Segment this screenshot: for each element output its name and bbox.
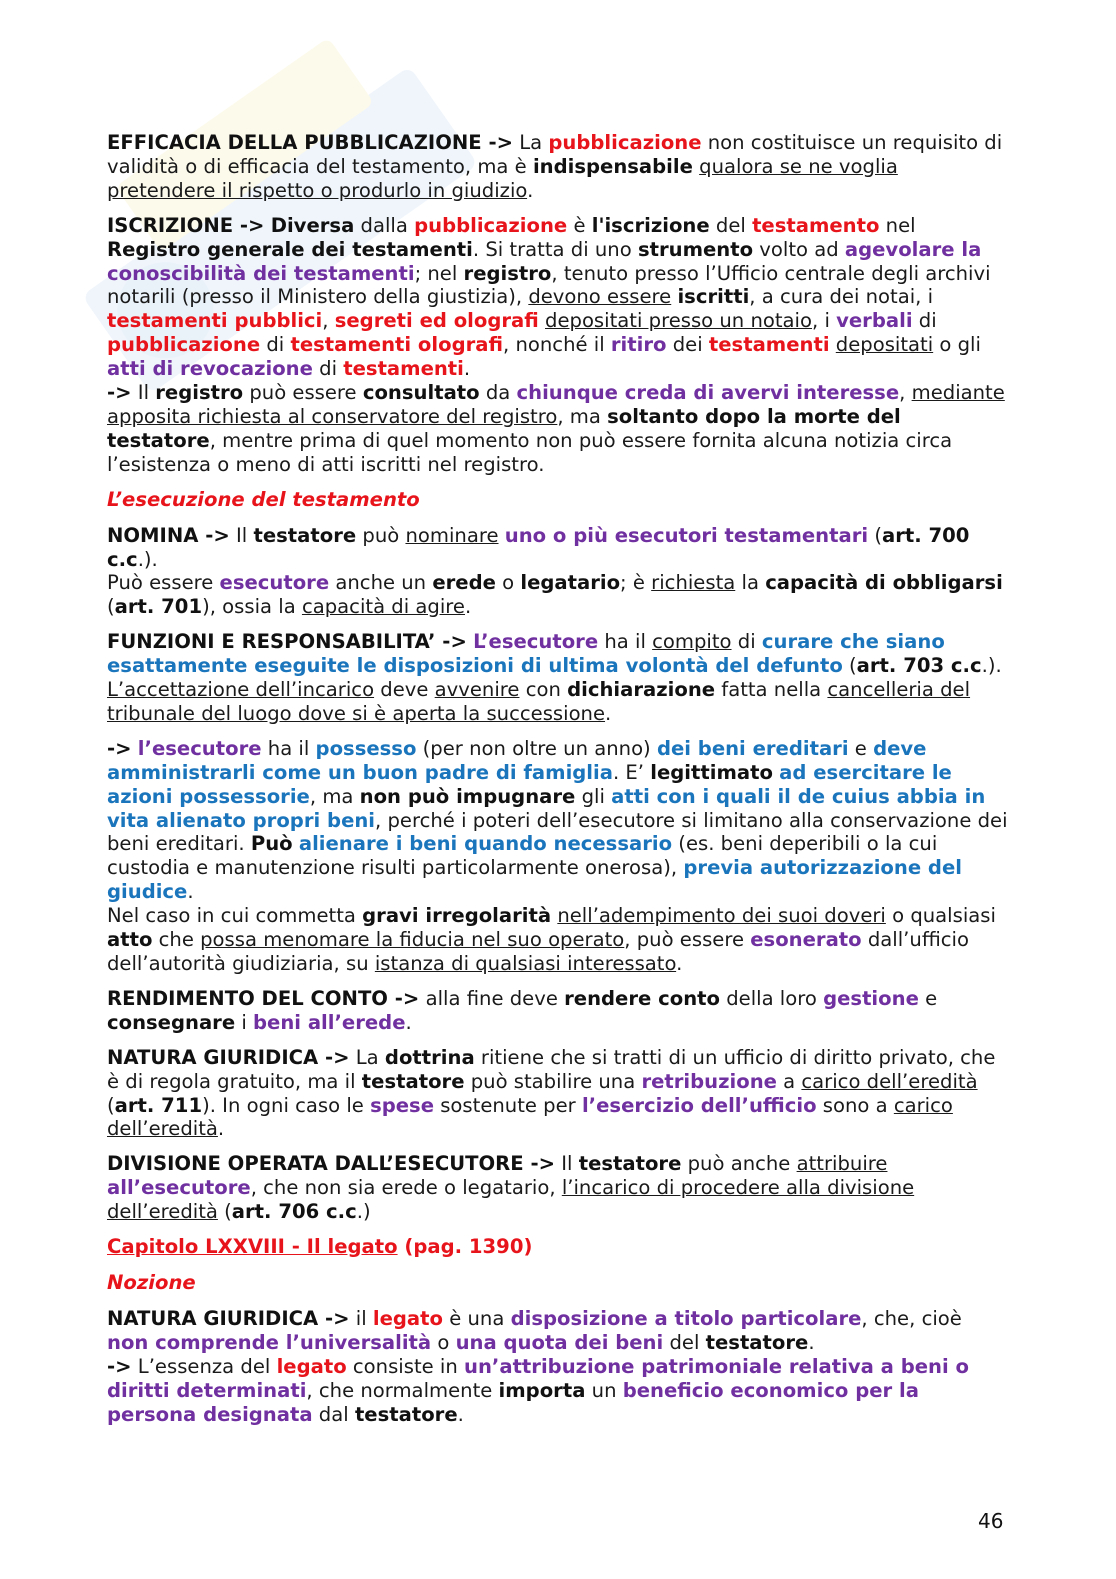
section-title-funzioni: FUNZIONI E RESPONSABILITA’ -> — [107, 630, 467, 654]
page-number: 46 — [978, 1509, 1004, 1533]
paragraph-rendimento: RENDIMENTO DEL CONTO -> alla fine deve rendere conto della loro gestione e consegnare i beni all’erede. — [107, 986, 938, 1034]
paragraph-efficacia: EFFICACIA DELLA PUBBLICAZIONE -> La pubblicazione non costituisce un requisito di validità o di efficacia del testamento, ma è indispensabile qualora se ne voglia pretendere il rispetto o produrlo in giudizio. — [107, 131, 1003, 202]
section-title-nomina: NOMINA -> — [107, 523, 230, 547]
heading-esecuzione: L’esecuzione del testamento — [107, 487, 420, 511]
heading-nozione: Nozione — [107, 1270, 196, 1294]
paragraph-natura-legato: NATURA GIURIDICA -> il legato è una disposizione a titolo particolare, che, cioè non comprende l’universalità o una quota dei beni del testatore. -> L’essenza del legato consiste in un’attribuzione patrimoniale relativa a beni o diritti determinati, che normalmente importa un beneficio economico per la persona designata dal testatore. — [107, 1306, 969, 1426]
paragraph-divisione: DIVISIONE OPERATA DALL’ESECUTORE -> Il testatore può anche attribuire all’esecutore, che non sia erede o legatario, l’incarico di procedere alla divisione dell’eredità (art. 706 c.c.) — [107, 1152, 915, 1224]
chapter-page-ref: (pag. 1390) — [404, 1235, 533, 1259]
paragraph-possesso: -> l’esecutore ha il possesso (per non oltre un anno) dei beni ereditari e deve amministrarli come un buon padre di famiglia. E’ legittimato ad esercitare le azioni possessorie, ma non può impugnare gli atti con i quali il de cuius abbia in vita alienato propri beni, perché i poteri dell’esecutore si limitano alla conservazione dei beni ereditari. Può alienare i beni quando necessario (es. beni deperibili o la cui custodia e manutenzione risulti particolarmente onerosa), previa autorizzazione del giudice. Nel caso in cui commetta gravi irregolarità nell’adempimento dei suoi doveri o qualsiasi atto che possa menomare la fiducia nel suo operato, può essere esonerato dall’ufficio dell’autorità giudiziaria, su istanza di qualsiasi interessato. — [107, 736, 1008, 975]
section-title-efficacia: EFFICACIA DELLA PUBBLICAZIONE -> — [107, 131, 514, 154]
section-title-iscrizione: ISCRIZIONE -> — [107, 213, 265, 237]
paragraph-iscrizione: ISCRIZIONE -> Diversa dalla pubblicazione è l'iscrizione del testamento nel Registro generale dei testamenti. Si tratta di uno strumento volto ad agevolare la conoscibilità dei testamenti; nel registro, tenuto presso l’Ufficio centrale degli archivi notarili (presso il Ministero della giustizia), devono essere iscritti, a cura dei notai, i testamenti pubblici, segreti ed olografi depositati presso un notaio, i verbali di pubblicazione di testamenti olografi, nonché il ritiro dei testamenti depositati o gli atti di revocazione di testamenti. -> Il registro può essere consultato da chiunque creda di avervi interesse, mediante apposita richiesta al conservatore del registro, ma soltanto dopo la morte del testatore, mentre prima di quel momento non può essere fornita alcuna notizia circa l’esistenza o meno di atti iscritti nel registro. — [107, 213, 1005, 476]
section-title-divisione: DIVISIONE OPERATA DALL’ESECUTORE -> — [107, 1152, 556, 1176]
paragraph-funzioni: FUNZIONI E RESPONSABILITA’ -> L’esecutore ha il compito di curare che siano esattamente eseguite le disposizioni di ultima volontà del defunto (art. 703 c.c.). L’accettazione dell’incarico deve avvenire con dichiarazione fatta nella cancelleria del tribunale del luogo dove si è aperta la successione. — [107, 630, 1002, 725]
chapter-title: Capitolo LXXVIII - Il legato — [107, 1235, 398, 1259]
document-body — [107, 131, 1009, 1437]
paragraph-nomina: NOMINA -> Il testatore può nominare uno o più esecutori testamentari (art. 700 c.c.). Può essere esecutore anche un erede o legatario; è richiesta la capacità di obbligarsi (art. 701), ossia la capacità di agire. — [107, 523, 1003, 619]
section-title-natura-2: NATURA GIURIDICA -> — [107, 1306, 350, 1330]
chapter-heading — [107, 1235, 1009, 1259]
paragraph-natura-esecutore: NATURA GIURIDICA -> La dottrina ritiene che si tratti di un ufficio di diritto privato, che è di regola gratuito, ma il testatore può stabilire una retribuzione a carico dell’eredità (art. 711). In ogni caso le spese sostenute per l’esercizio dell’ufficio sono a carico dell’eredità. — [107, 1045, 996, 1141]
section-title-natura-1: NATURA GIURIDICA -> — [107, 1045, 350, 1069]
section-title-rendimento: RENDIMENTO DEL CONTO -> — [107, 986, 420, 1010]
